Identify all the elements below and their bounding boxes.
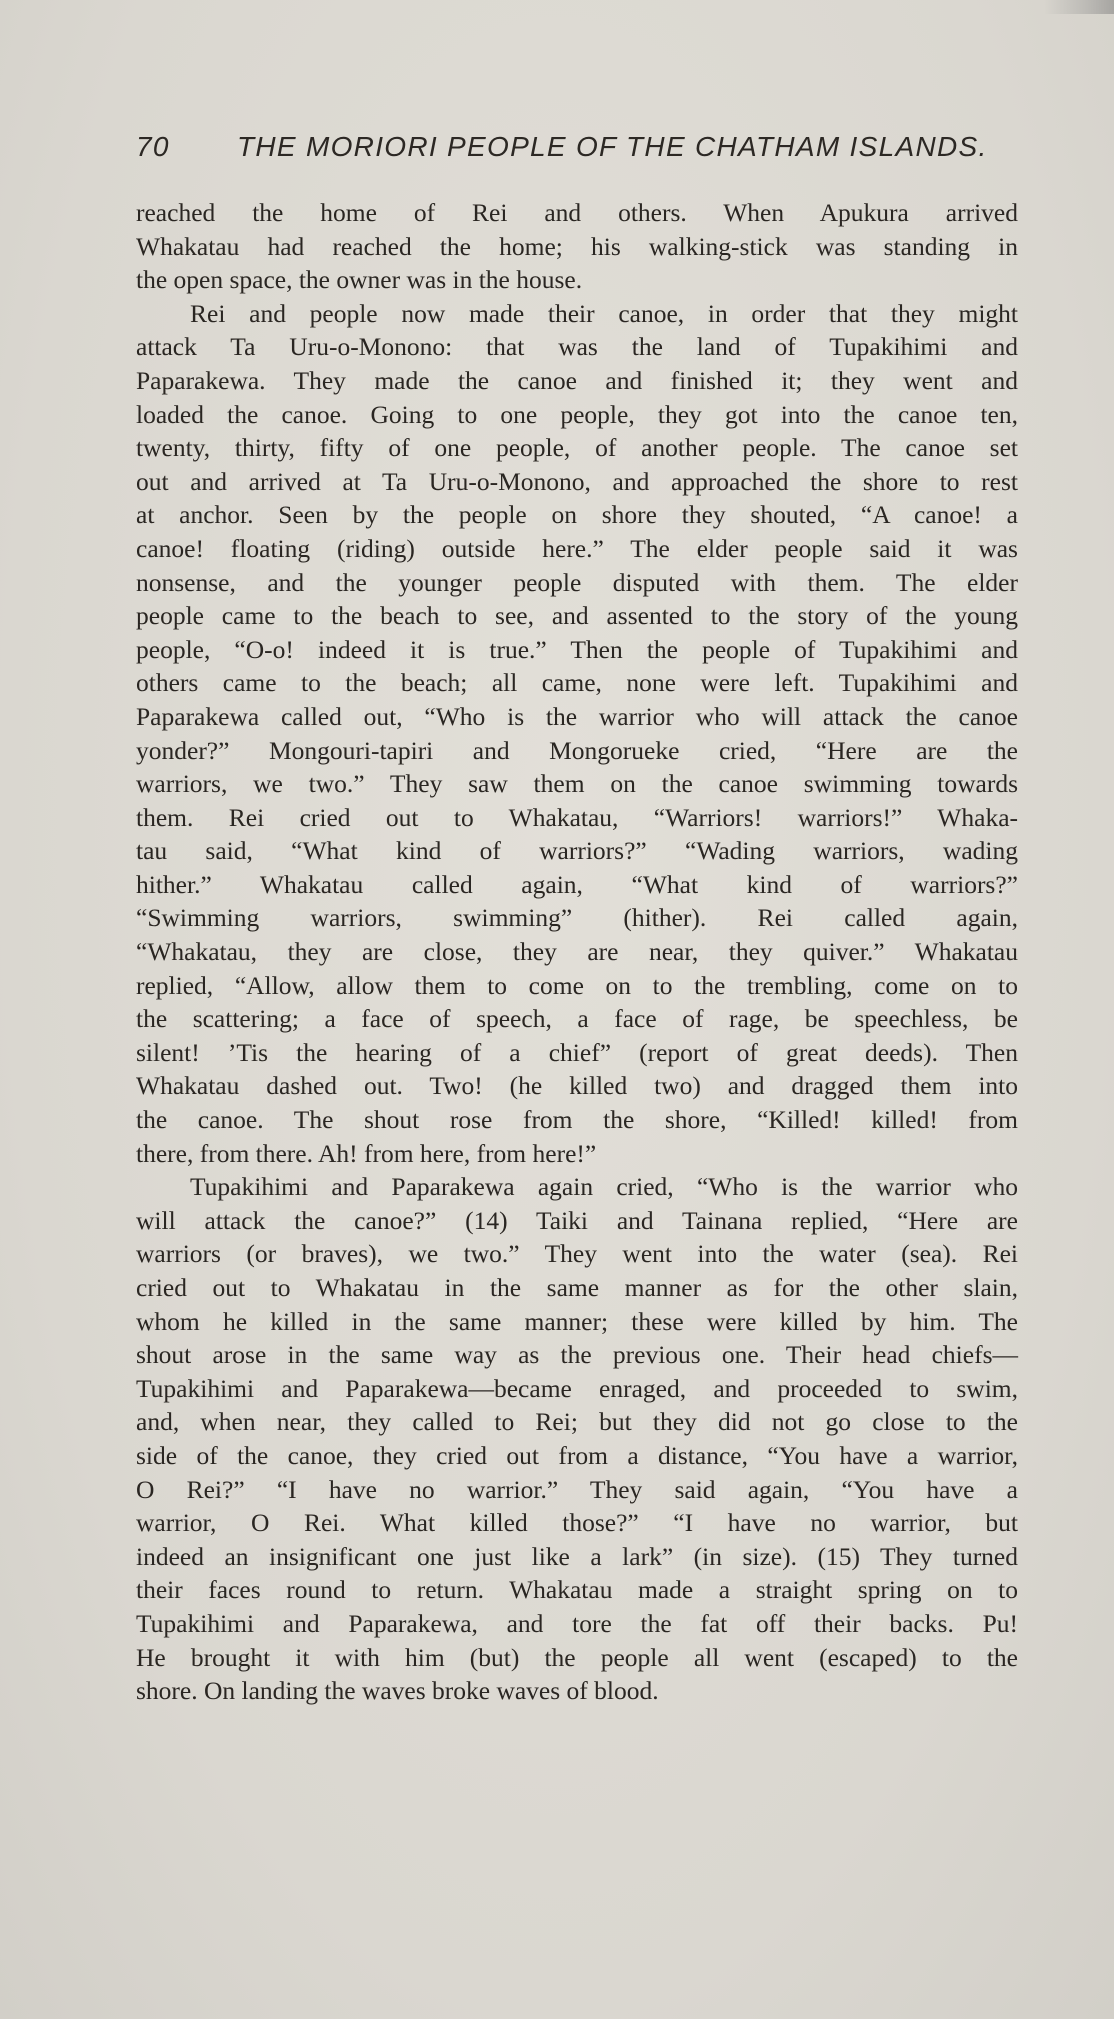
text-line: warriors, we two.” They saw them on the canoe swimming towards [136,769,1018,799]
page-corner-smudge [1044,0,1114,14]
text-line: cried out to Whakatau in the same manner as for the other slain, [136,1273,1018,1302]
text-line: shore. On landing the waves broke waves of blood. [136,1676,659,1706]
text-line: others came to the beach; all came, none were left. Tupakihimi and [136,668,1018,698]
text-line: Rei and people now made their canoe, in order that they might [190,298,1018,328]
text-line: whom he killed in the same manner; these were killed by him. The [136,1306,1018,1336]
text-line: hither.” Whakatau called again, “What kind of warriors?” [136,869,1018,899]
text-line: tau said, “What kind of warriors?” “Wading warriors, wading [136,836,1018,866]
text-line: Tupakihimi and Paparakewa, and tore the fat off their backs. Pu! [136,1608,1018,1638]
text-line: silent! ’Tis the hearing of a chief” (report of great deeds). Then [136,1037,1018,1067]
text-line: shout arose in the same way as the previous one. Their head chiefs— [136,1340,1018,1370]
text-line: their faces round to return. Whakatau made a straight spring on to [136,1575,1018,1605]
text-line: nonsense, and the younger people disputed with them. The elder [136,567,1018,597]
text-line: the open space, the owner was in the house. [136,265,583,295]
text-line: Whakatau had reached the home; his walking-stick was standing in [136,231,1018,261]
running-head [136,131,1016,171]
text-line: them. Rei cried out to Whakatau, “Warriors! warriors!” Whaka- [136,802,1018,832]
text-line: and, when near, they called to Rei; but they did not go close to the [136,1407,1018,1437]
text-line: people, “O-o! indeed it is true.” Then the people of Tupakihimi and [136,634,1018,664]
text-line: warriors (or braves), we two.” They went into the water (sea). Rei [136,1239,1018,1269]
text-line: replied, “Allow, allow them to come on to the trembling, come on to [136,970,1018,1000]
text-line: loaded the canoe. Going to one people, they got into the canoe ten, [136,399,1018,429]
text-line: out and arrived at Ta Uru-o-Monono, and approached the shore to rest [136,466,1018,496]
text-line: Paparakewa. They made the canoe and finished it; they went and [136,365,1018,395]
text-line: at anchor. Seen by the people on shore they shouted, “A canoe! a [136,500,1018,530]
text-line: He brought it with him (but) the people all went (escaped) to the [136,1642,1018,1672]
text-line: indeed an insignificant one just like a lark” (in size). (15) They turned [136,1541,1018,1571]
text-line: will attack the canoe?” (14) Taiki and Tainana replied, “Here are [136,1205,1018,1235]
text-line: “Swimming warriors, swimming” (hither). Rei called again, [136,903,1018,933]
text-line: Paparakewa called out, “Who is the warrior who will attack the canoe [136,701,1018,731]
text-line: twenty, thirty, fifty of one people, of another people. The canoe set [136,433,1018,463]
text-line: reached the home of Rei and others. When Apukura arrived [136,198,1018,227]
text-line: O Rei?” “I have no warrior.” They said again, “You have a [136,1474,1018,1504]
text-line: the scattering; a face of speech, a face of rage, be speechless, be [136,1004,1018,1034]
text-line: side of the canoe, they cried out from a distance, “You have a warrior, [136,1440,1018,1470]
body-text [136,196,1018,1708]
text-line: people came to the beach to see, and assented to the story of the young [136,601,1018,631]
text-line: Tupakihimi and Paparakewa again cried, “Who is the warrior who [190,1172,1018,1202]
text-line: “Whakatau, they are close, they are near, they quiver.” Whakatau [136,937,1018,967]
text-line: Whakatau dashed out. Two! (he killed two) and dragged them into [136,1071,1018,1101]
text-line: warrior, O Rei. What killed those?” “I have no warrior, but [136,1508,1018,1538]
running-title: THE MORIORI PEOPLE OF THE CHATHAM ISLANDS. [237,131,988,162]
text-line: the canoe. The shout rose from the shore, “Killed! killed! from [136,1105,1018,1135]
text-line: canoe! floating (riding) outside here.” The elder people said it was [136,533,1018,563]
text-line: attack Ta Uru-o-Monono: that was the land of Tupakihimi and [136,332,1018,362]
page-number: 70 [136,131,170,162]
text-line: yonder?” Mongouri-tapiri and Mongorueke cried, “Here are the [136,735,1018,765]
text-line: Tupakihimi and Paparakewa—became enraged, and proceeded to swim, [136,1373,1018,1403]
text-line: there, from there. Ah! from here, from here!” [136,1138,597,1168]
